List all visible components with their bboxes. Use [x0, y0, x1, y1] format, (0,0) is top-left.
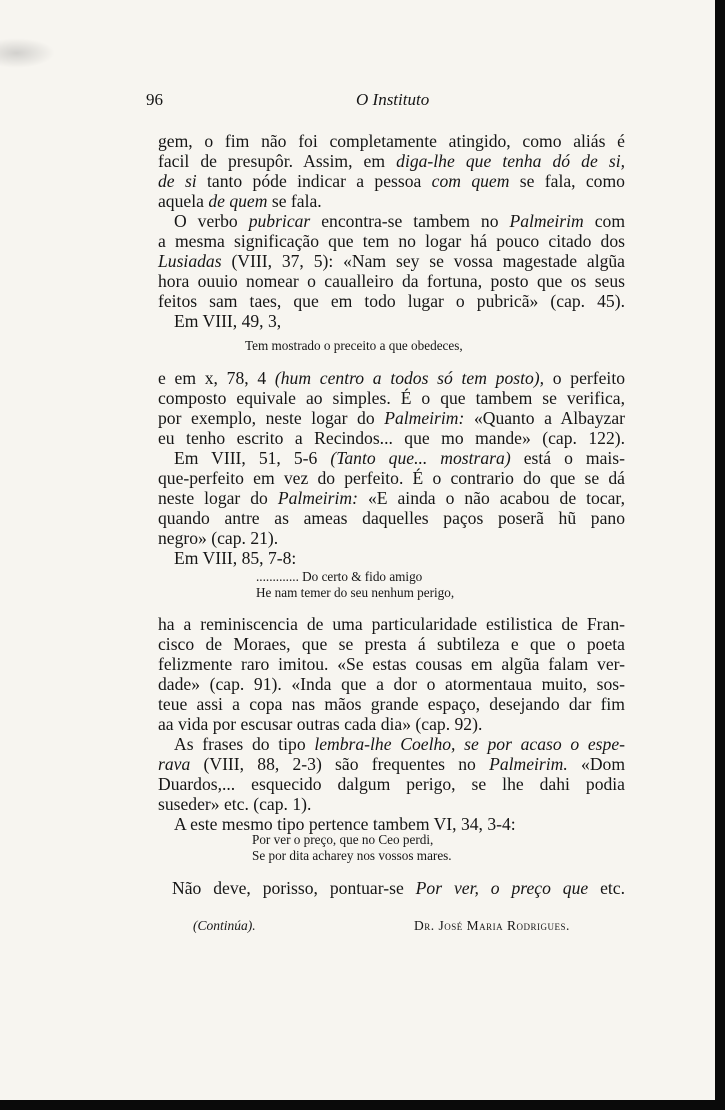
text-line: Em VIII, 51, 5-6 (Tanto que... mostrara) está o mais-: [174, 448, 625, 468]
text-line: facil de presupôr. Assim, em diga-lhe que tenha dó de si,: [158, 151, 625, 171]
text-line: ha a reminiscencia de uma particularidade estilistica de Fran-: [158, 614, 625, 634]
text-line: As frases do tipo lembra-lhe Coelho, se por acaso o espe-: [174, 734, 625, 754]
verse-quote: Tem mostrado o preceito a que obedeces,: [245, 338, 463, 353]
verse-quote: ............. Do certo & fido amigo: [256, 569, 423, 584]
text-line: Lusiadas (VIII, 37, 5): «Nam sey se vossa magestade algũa: [158, 251, 625, 271]
text-line: composto equivale ao simples. É o que tambem se verifica,: [158, 388, 625, 408]
continued-note: (Continúa).: [193, 918, 256, 933]
scan-edge-bottom: [0, 1100, 725, 1110]
page-number: 96: [146, 90, 163, 109]
text-line: negro» (cap. 21).: [158, 528, 279, 548]
text-line: hora ouuio nomear o caualleiro da fortuna, posto que os seus: [158, 271, 625, 291]
text-line: por exemplo, neste logar do Palmeirim: «Quanto a Albayzar: [158, 408, 625, 428]
text-line: A este mesmo tipo pertence tambem VI, 34, 3-4:: [174, 814, 516, 834]
scan-smudge: [0, 38, 55, 68]
text-line: suseder» etc. (cap. 1).: [158, 794, 312, 814]
verse-quote: Por ver o preço, que no Ceo perdi,: [252, 832, 434, 847]
text-line: a mesma significação que tem no logar há pouco citado dos: [158, 231, 625, 251]
text-line: quando antre as ameas daquelles paços poserã hũ pano: [158, 508, 625, 528]
text-line: de si tanto póde indicar a pessoa com quem se fala, como: [158, 171, 625, 191]
text-line: gem, o fim não foi completamente atingido, como aliás é: [158, 131, 625, 151]
text-line: e em x, 78, 4 (hum centro a todos só tem posto), o perfeito: [158, 368, 626, 388]
text-line: aa vida por escusar outras cada dia» (cap. 92).: [158, 714, 483, 734]
verse-quote: Se por dita acharey nos vossos mares.: [252, 848, 452, 863]
text-line: dade» (cap. 91). «Inda que a dor o atormentaua muito, sos-: [158, 674, 625, 694]
text-line: teue assi a copa nas mãos grande espaço, desejando dar fim: [158, 694, 625, 714]
text-line: feitos sam taes, que em todo lugar o pubricã» (cap. 45).: [158, 291, 625, 311]
text-line: Não deve, porisso, pontuar-se Por ver, o preço que etc.: [172, 878, 625, 898]
text-line: Em VIII, 85, 7-8:: [174, 548, 297, 568]
text-line: neste logar do Palmeirim: «E ainda o não acabou de tocar,: [158, 488, 625, 508]
running-title: O Instituto: [356, 90, 430, 109]
text-line: O verbo pubricar encontra-se tambem no Palmeirim com: [174, 211, 626, 231]
text-line: Em VIII, 49, 3,: [174, 311, 282, 331]
verse-quote: He nam temer do seu nenhum perigo,: [256, 585, 455, 600]
scan-edge-right: [715, 0, 725, 1110]
text-line: rava (VIII, 88, 2-3) são frequentes no Palmeirim. «Dom: [158, 754, 626, 774]
text-line: aquela de quem se fala.: [158, 191, 322, 211]
text-line: eu tenho escrito a Recindos... que mo mande» (cap. 122).: [158, 428, 625, 448]
author-signature: Dr. José Maria Rodrigues.: [414, 918, 570, 933]
text-line: que-perfeito em vez do perfeito. É o contrario do que se dá: [158, 468, 625, 488]
text-line: cisco de Moraes, que se presta á subtileza e que o poeta: [158, 634, 625, 654]
text-line: Duardos,... esquecido dalgum perigo, se lhe dahi podia: [158, 774, 625, 794]
text-line: felizmente raro imitou. «Se estas cousas em algũa falam ver-: [158, 654, 625, 674]
